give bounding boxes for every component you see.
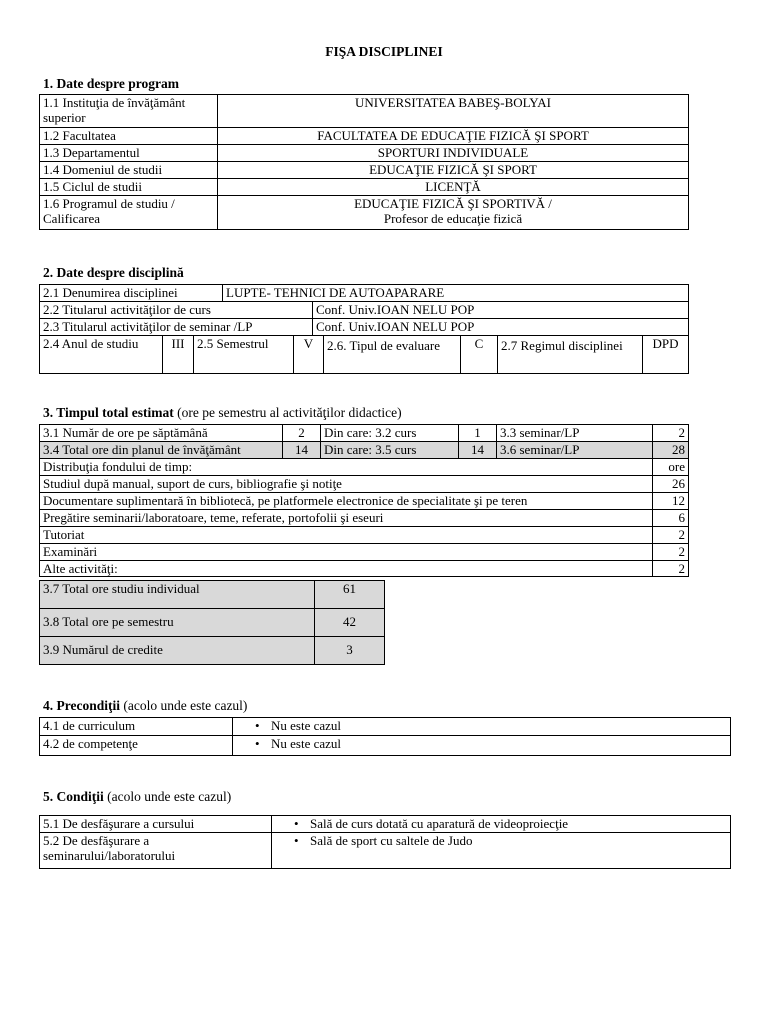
dist-label: Pregătire seminarii/laboratoare, teme, referate, portofolii şi eseuri xyxy=(40,510,653,527)
table-row xyxy=(40,145,689,162)
table-row xyxy=(40,493,689,510)
table-row xyxy=(40,736,731,756)
row-label: 4.2 de competenţe xyxy=(40,736,233,756)
regime-value: DPD xyxy=(643,336,689,374)
discipline-table-top xyxy=(39,284,689,302)
table-row xyxy=(40,833,731,869)
total-label: 3.7 Total ore studiu individual xyxy=(40,581,315,609)
dist-value: 26 xyxy=(653,476,689,493)
seminar-label: 3.6 seminar/LP xyxy=(497,442,653,459)
row-value: Conf. Univ.IOAN NELU POP xyxy=(313,319,689,336)
table-row xyxy=(40,162,689,179)
row-label: 2.1 Denumirea disciplinei xyxy=(40,285,223,302)
section-5-heading: 5. Condiţii (acolo unde este cazul) xyxy=(43,789,232,804)
time-distribution-table xyxy=(39,458,689,577)
row-value: LICENŢĂ xyxy=(218,179,689,196)
section-1-heading: 1. Date despre program xyxy=(43,76,179,91)
table-row xyxy=(40,459,689,476)
table-row xyxy=(40,544,689,561)
row-label: 2.3 Titularul activităţilor de seminar /LP xyxy=(40,319,313,336)
dist-label: Distribuţia fondului de timp: xyxy=(40,459,653,476)
evaluation-value: C xyxy=(461,336,498,374)
table-row xyxy=(40,285,689,302)
dist-label: Tutoriat xyxy=(40,527,653,544)
row-label: 4.1 de curriculum xyxy=(40,718,233,736)
discipline-table-bottom xyxy=(39,335,689,374)
table-row xyxy=(40,196,689,230)
discipline-name: LUPTE- TEHNICI DE AUTOAPARARE xyxy=(223,285,689,302)
dist-value: ore xyxy=(653,459,689,476)
hours-total-label: 3.4 Total ore din planul de învăţământ xyxy=(40,442,283,459)
bullet-item: • Nu este cazul xyxy=(233,736,731,756)
program-value-line2: Profesor de educaţie fizică xyxy=(383,211,523,226)
row-value: Conf. Univ.IOAN NELU POP xyxy=(313,302,689,319)
row-label: 1.3 Departamentul xyxy=(40,145,218,162)
seminar-label: 3.3 seminar/LP xyxy=(497,425,653,442)
row-label: 5.2 De desfăşurare a seminarului/laboratorului xyxy=(40,833,272,869)
preconditions-table xyxy=(39,717,731,756)
row-value xyxy=(218,196,689,230)
seminar-value: 28 xyxy=(653,442,689,459)
year-value: III xyxy=(163,336,194,374)
evaluation-label: 2.6. Tipul de evaluare xyxy=(324,336,461,374)
dist-value: 2 xyxy=(653,561,689,577)
document-title: FIŞA DISCIPLINEI xyxy=(325,44,443,59)
row-label: 1.4 Domeniul de studii xyxy=(40,162,218,179)
course-label: Din care: 3.2 curs xyxy=(321,425,459,442)
bullet-item: • Sală de sport cu saltele de Judo xyxy=(272,833,731,869)
bullet-item: • Sală de curs dotată cu aparatură de videoproiecţie xyxy=(272,816,731,833)
program-value-line1: EDUCAŢIE FIZICĂ ŞI SPORTIVĂ / xyxy=(354,196,552,211)
table-row xyxy=(40,425,689,442)
semester-value: V xyxy=(294,336,324,374)
total-value: 3 xyxy=(315,637,385,665)
total-value: 42 xyxy=(315,609,385,637)
regime-label: 2.7 Regimul disciplinei xyxy=(498,336,643,374)
dist-label: Documentare suplimentară în bibliotecă, pe platformele electronice de specialitate şi pe teren xyxy=(40,493,653,510)
hours-week-value: 2 xyxy=(283,425,321,442)
section-4-heading: 4. Precondiţii (acolo unde este cazul) xyxy=(43,698,248,713)
totals-table xyxy=(39,580,385,665)
total-label: 3.8 Total ore pe semestru xyxy=(40,609,315,637)
table-row xyxy=(40,637,385,665)
row-value: EDUCAŢIE FIZICĂ ŞI SPORT xyxy=(218,162,689,179)
row-label: 1.6 Programul de studiu / Calificarea xyxy=(40,196,218,230)
seminar-value: 2 xyxy=(653,425,689,442)
table-row xyxy=(40,476,689,493)
table-row xyxy=(40,336,689,374)
table-row xyxy=(40,95,689,128)
dist-label: Alte activităţi: xyxy=(40,561,653,577)
discipline-table-mid xyxy=(39,301,689,336)
row-value: UNIVERSITATEA BABEŞ-BOLYAI xyxy=(218,95,689,128)
table-row xyxy=(40,561,689,577)
hours-total-value: 14 xyxy=(283,442,321,459)
table-row xyxy=(40,527,689,544)
row-label: 1.5 Ciclul de studii xyxy=(40,179,218,196)
semester-label: 2.5 Semestrul xyxy=(194,336,294,374)
table-row xyxy=(40,609,385,637)
table-row xyxy=(40,718,731,736)
total-value: 61 xyxy=(315,581,385,609)
row-label: 5.1 De desfăşurare a cursului xyxy=(40,816,272,833)
row-label: 1.2 Facultatea xyxy=(40,128,218,145)
row-label: 2.2 Titularul activităţilor de curs xyxy=(40,302,313,319)
total-label: 3.9 Numărul de credite xyxy=(40,637,315,665)
hours-week-label: 3.1 Număr de ore pe săptămână xyxy=(40,425,283,442)
table-row xyxy=(40,319,689,336)
dist-value: 2 xyxy=(653,544,689,561)
course-value: 1 xyxy=(459,425,497,442)
bullet-item: • Nu este cazul xyxy=(233,718,731,736)
table-row xyxy=(40,302,689,319)
conditions-table xyxy=(39,815,731,869)
table-row xyxy=(40,581,385,609)
time-table xyxy=(39,424,689,459)
section-3-heading: 3. Timpul total estimat (ore pe semestru al activităţilor didactice) xyxy=(43,405,402,420)
row-value: SPORTURI INDIVIDUALE xyxy=(218,145,689,162)
dist-label: Studiul după manual, suport de curs, bibliografie şi notiţe xyxy=(40,476,653,493)
table-row xyxy=(40,179,689,196)
row-value: FACULTATEA DE EDUCAŢIE FIZICĂ ŞI SPORT xyxy=(218,128,689,145)
course-label: Din care: 3.5 curs xyxy=(321,442,459,459)
section-2-heading: 2. Date despre disciplină xyxy=(43,265,184,280)
table-row xyxy=(40,128,689,145)
dist-value: 12 xyxy=(653,493,689,510)
table-row xyxy=(40,442,689,459)
row-label: 1.1 Instituţia de învăţământ superior xyxy=(40,95,218,128)
table-row xyxy=(40,510,689,527)
dist-label: Examinări xyxy=(40,544,653,561)
table-row xyxy=(40,816,731,833)
program-table xyxy=(39,94,689,230)
dist-value: 2 xyxy=(653,527,689,544)
course-value: 14 xyxy=(459,442,497,459)
year-label: 2.4 Anul de studiu xyxy=(40,336,163,374)
dist-value: 6 xyxy=(653,510,689,527)
